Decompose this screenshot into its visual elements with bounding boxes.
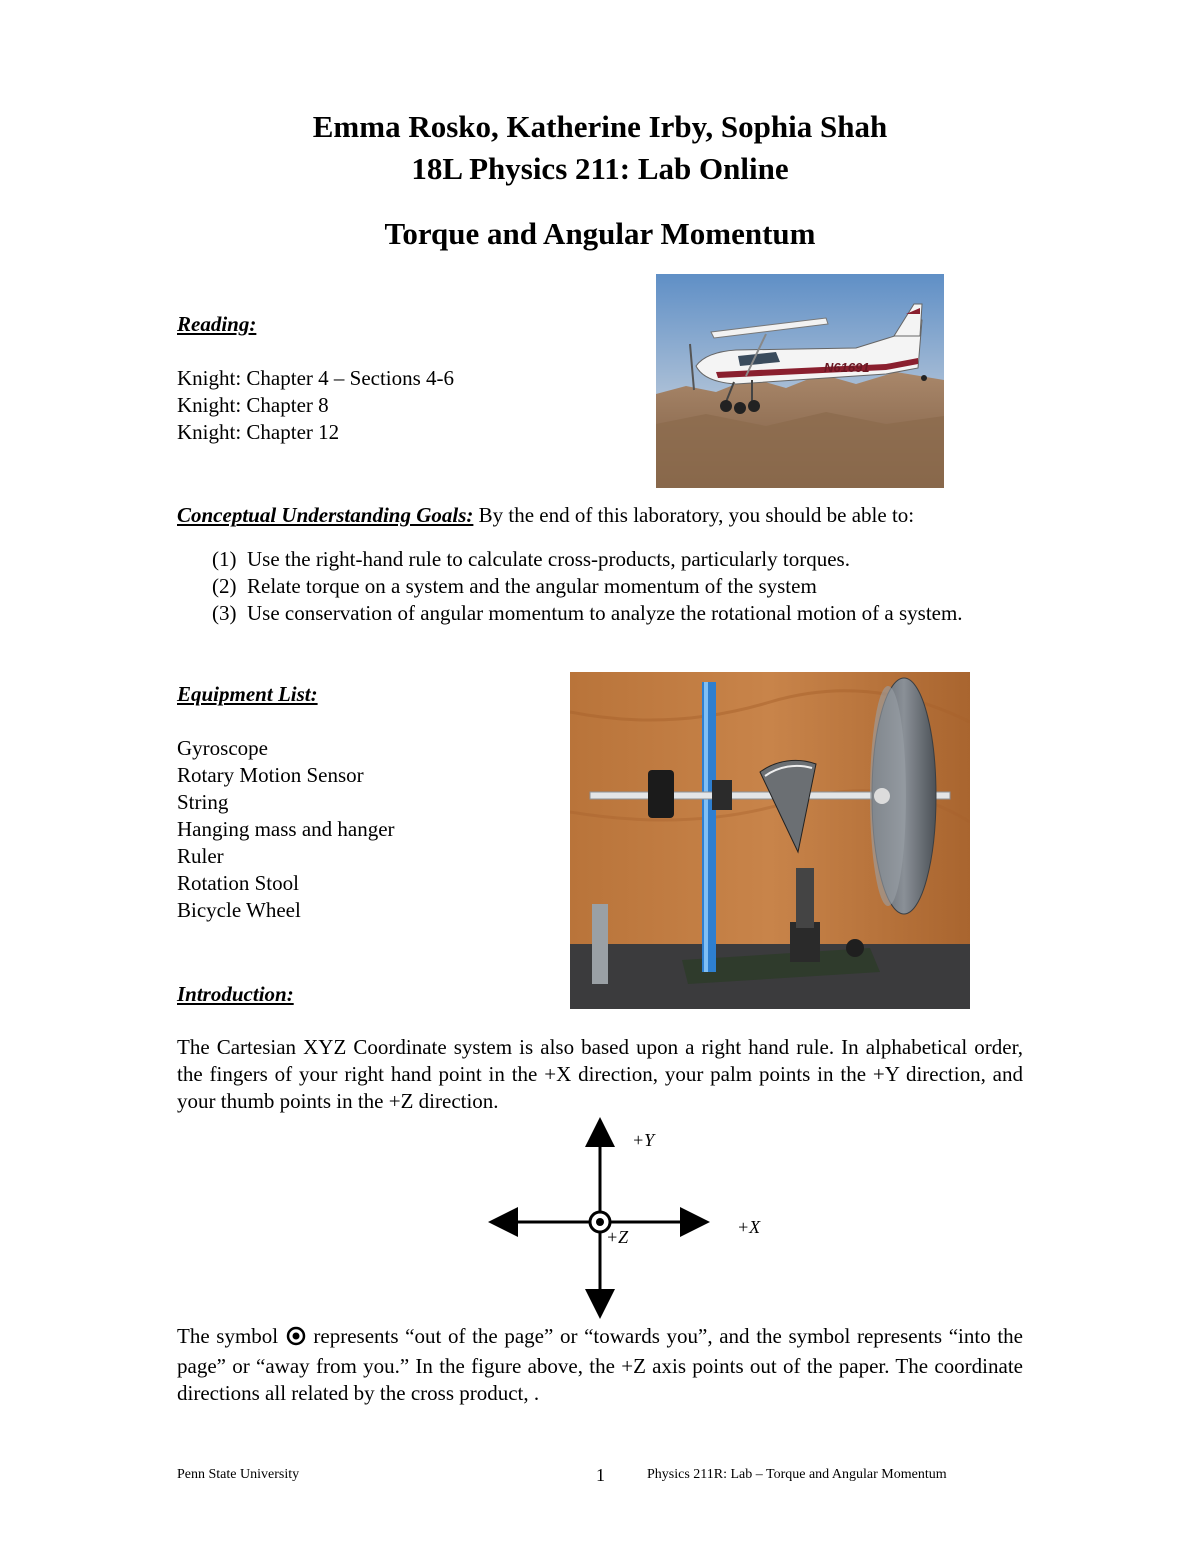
equipment-heading: Equipment List: bbox=[177, 682, 318, 706]
page-number: 1 bbox=[596, 1465, 605, 1485]
reading-item: Knight: Chapter 12 bbox=[177, 420, 340, 444]
equipment-item: Rotation Stool bbox=[177, 871, 299, 895]
reading-item: Knight: Chapter 8 bbox=[177, 393, 329, 417]
symbol-paragraph bbox=[177, 1323, 1023, 1407]
symbol-paragraph-start: The symbol bbox=[177, 1324, 285, 1348]
equipment-item: Gyroscope bbox=[177, 736, 268, 760]
introduction-paragraph: The Cartesian XYZ Coordinate system is also based upon a right hand rule. In alphabetical order, the fingers of your right hand point in the +X direction, your palm points in the +Y direction, and your thumb points in the +Z direction. bbox=[177, 1035, 1023, 1113]
equipment-item: Rotary Motion Sensor bbox=[177, 763, 364, 787]
goal-text: Relate torque on a system and the angular momentum of the system bbox=[247, 574, 817, 598]
lab-title: Torque and Angular Momentum bbox=[384, 216, 816, 251]
goals-intro bbox=[177, 502, 1037, 529]
z-axis-label: +Z bbox=[606, 1227, 629, 1247]
authors: Emma Rosko, Katherine Irby, Sophia Shah bbox=[312, 109, 888, 144]
introduction-heading: Introduction: bbox=[177, 982, 294, 1006]
x-axis-label: +X bbox=[737, 1217, 761, 1237]
goal-item bbox=[212, 573, 1022, 600]
symbol-paragraph-rest: represents “out of the page” or “towards you”, and the symbol represents “into the page” or “away from you.” In the figure above, the +Z axis points out of the paper. The coordinate directions all related by the cross product, . bbox=[177, 1324, 1023, 1405]
equipment-item: String bbox=[177, 790, 229, 814]
goal-number: (2) bbox=[212, 574, 237, 598]
airplane-registration: N61691 bbox=[824, 360, 870, 375]
goals-lead: By the end of this laboratory, you should be able to: bbox=[473, 503, 915, 527]
equipment-item: Bicycle Wheel bbox=[177, 898, 301, 922]
y-axis-label: +Y bbox=[632, 1130, 655, 1150]
equipment-item: Ruler bbox=[177, 844, 224, 868]
goal-text: Use the right-hand rule to calculate cross-products, particularly torques. bbox=[247, 547, 850, 571]
course-title: 18L Physics 211: Lab Online bbox=[411, 151, 789, 186]
goal-item bbox=[212, 546, 1022, 573]
airplane-illustration bbox=[656, 274, 944, 488]
out-of-page-symbol-icon bbox=[285, 1326, 307, 1353]
gyroscope-photo bbox=[570, 672, 970, 1009]
equipment-item: Hanging mass and hanger bbox=[177, 817, 395, 841]
goal-number: (3) bbox=[212, 601, 237, 625]
gyroscope-illustration bbox=[570, 672, 970, 1009]
goal-number: (1) bbox=[212, 547, 237, 571]
axes-diagram bbox=[480, 1115, 780, 1320]
reading-heading: Reading: bbox=[177, 312, 257, 336]
footer-institution: Penn State University bbox=[177, 1467, 300, 1482]
goals-heading: Conceptual Understanding Goals: bbox=[177, 503, 474, 527]
reading-item: Knight: Chapter 4 – Sections 4-6 bbox=[177, 366, 455, 390]
goal-text: Use conservation of angular momentum to analyze the rotational motion of a system. bbox=[247, 601, 963, 625]
goal-item bbox=[212, 600, 1022, 627]
footer-course: Physics 211R: Lab – Torque and Angular Momentum bbox=[647, 1467, 947, 1482]
airplane-photo bbox=[656, 274, 944, 488]
